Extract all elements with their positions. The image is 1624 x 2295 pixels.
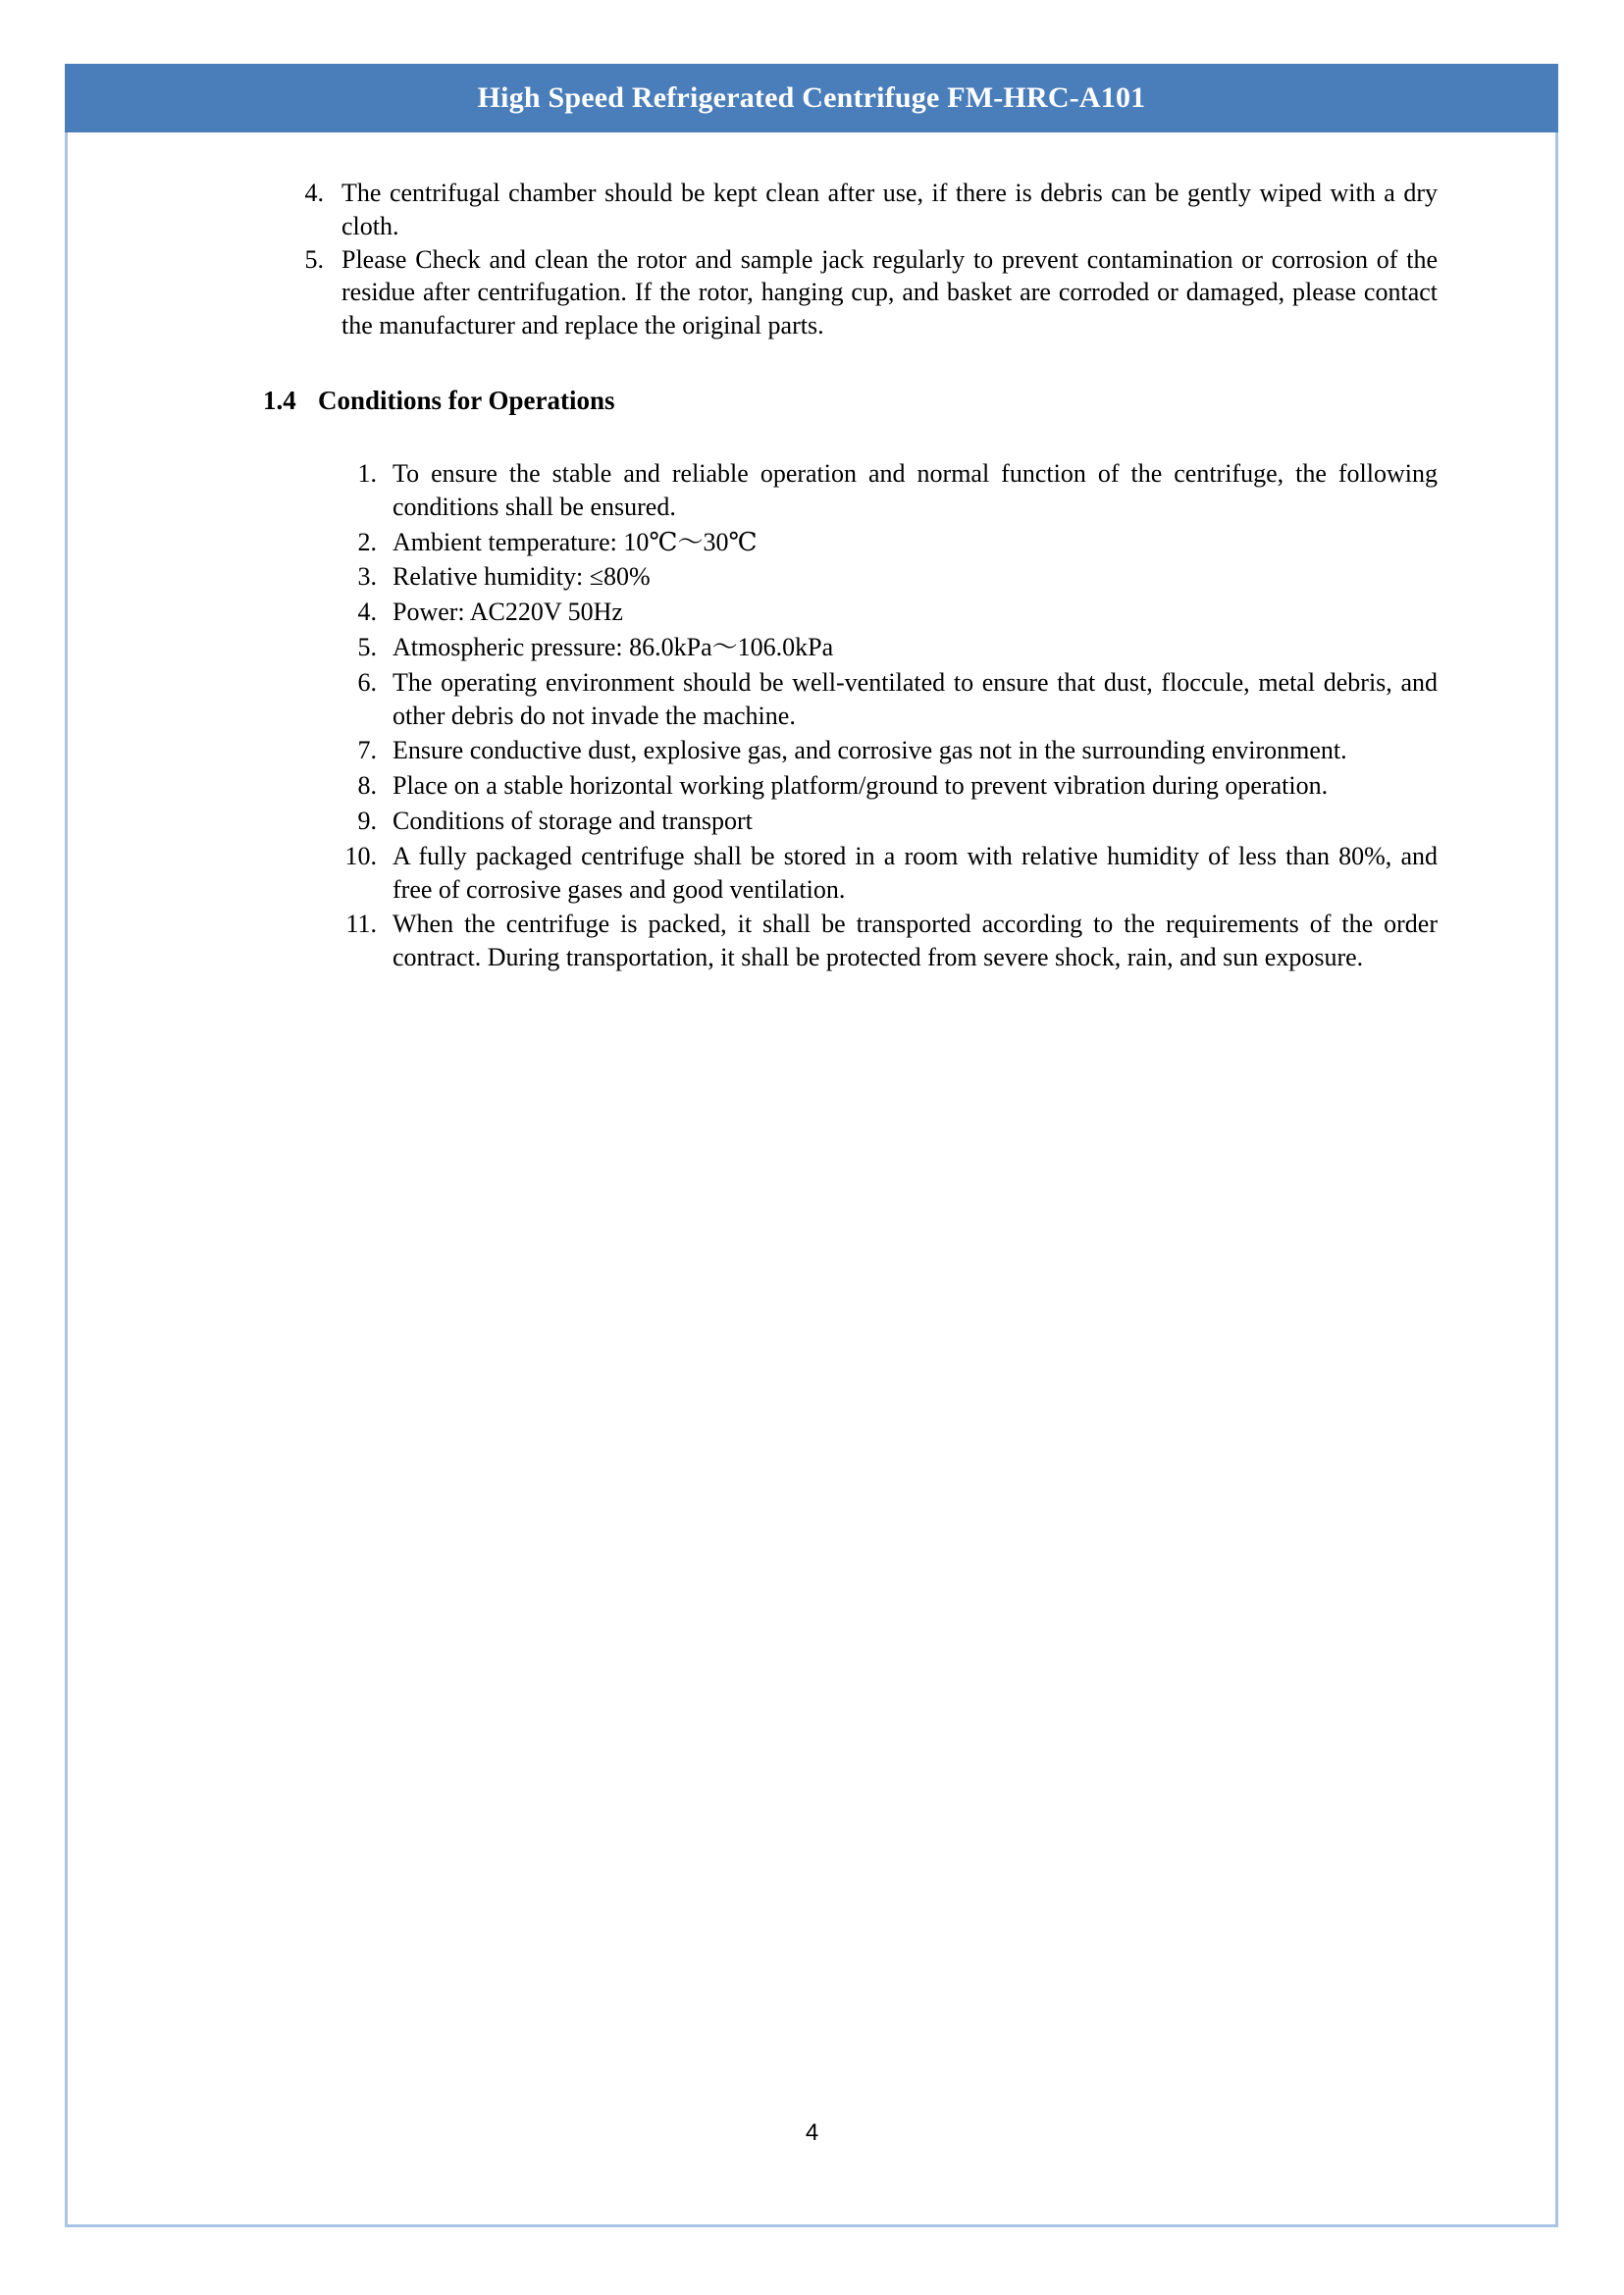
list-item-text: To ensure the stable and reliable operation and normal function of the centrifuge, the following conditions shall be ensured. <box>393 458 1438 521</box>
list-item-number: 9. <box>357 806 377 835</box>
list-item-number: 3. <box>357 562 377 592</box>
list-item-number: 2. <box>357 527 377 556</box>
list-item-number: 6. <box>357 667 377 697</box>
list-item <box>326 457 1438 524</box>
list-item <box>326 560 1438 594</box>
list-item-text: Ambient temperature: 10℃～30℃ <box>393 527 758 556</box>
continued-numbered-list <box>275 177 1438 342</box>
list-item-text: When the centrifuge is packed, it shall be transported according to the requirements of the order contract. During transportation, it shall be protected from severe shock, rain, and sun exposure. <box>393 910 1438 972</box>
list-item-text: Power: AC220V 50Hz <box>393 598 623 627</box>
list-item-text: Conditions of storage and transport <box>393 806 753 835</box>
list-item <box>326 666 1438 733</box>
page-number: 4 <box>805 2119 819 2146</box>
list-item-number: 5. <box>357 632 377 661</box>
list-item-text: Please Check and clean the rotor and sample jack regularly to prevent contamination or corrosion of the residue after centrifugation. If the rotor, hanging cup, and basket are corroded or damaged, please contact the manufacturer and replace the original parts. <box>341 244 1438 340</box>
list-item-text: Ensure conductive dust, explosive gas, and corrosive gas not in the surrounding environment. <box>393 736 1347 765</box>
list-item <box>275 243 1438 342</box>
list-item-text: The centrifugal chamber should be kept clean after use, if there is debris can be gently wiped with a dry cloth. <box>341 179 1438 240</box>
list-item-number: 7. <box>357 736 377 765</box>
page-content <box>255 177 1438 976</box>
list-item-number: 1. <box>357 458 377 488</box>
document-header-banner <box>65 64 1558 132</box>
list-item-number: 5. <box>304 244 324 274</box>
list-item <box>275 177 1438 243</box>
list-item-number: 8. <box>357 771 377 801</box>
document-title: High Speed Refrigerated Centrifuge FM-HRC-A101 <box>477 81 1146 114</box>
list-item-text: Relative humidity: ≤80% <box>393 562 651 592</box>
list-item-number: 10. <box>344 841 377 870</box>
list-item <box>326 908 1438 974</box>
list-item <box>326 805 1438 838</box>
list-item <box>326 631 1438 664</box>
list-item <box>326 769 1438 803</box>
list-item <box>326 840 1438 907</box>
list-item-text: Atmospheric pressure: 86.0kPa～106.0kPa <box>393 632 834 661</box>
list-item-text: The operating environment should be well-ventilated to ensure that dust, floccule, metal debris, and other debris do not invade the machine. <box>393 667 1438 730</box>
list-item-text: A fully packaged centrifuge shall be stored in a room with relative humidity of less than 80%, and free of corrosive gases and good ventilation. <box>393 841 1438 904</box>
list-item <box>326 596 1438 629</box>
list-item-number: 11. <box>345 910 377 939</box>
conditions-numbered-list <box>326 457 1438 974</box>
list-item <box>326 734 1438 767</box>
section-heading <box>263 386 1438 416</box>
list-item-number: 4. <box>357 598 377 627</box>
list-item-text: Place on a stable horizontal working platform/ground to prevent vibration during operation. <box>393 771 1329 801</box>
list-item <box>326 526 1438 559</box>
section-number: 1.4 <box>263 385 296 415</box>
list-item-number: 4. <box>304 179 324 207</box>
section-title: Conditions for Operations <box>318 385 615 415</box>
